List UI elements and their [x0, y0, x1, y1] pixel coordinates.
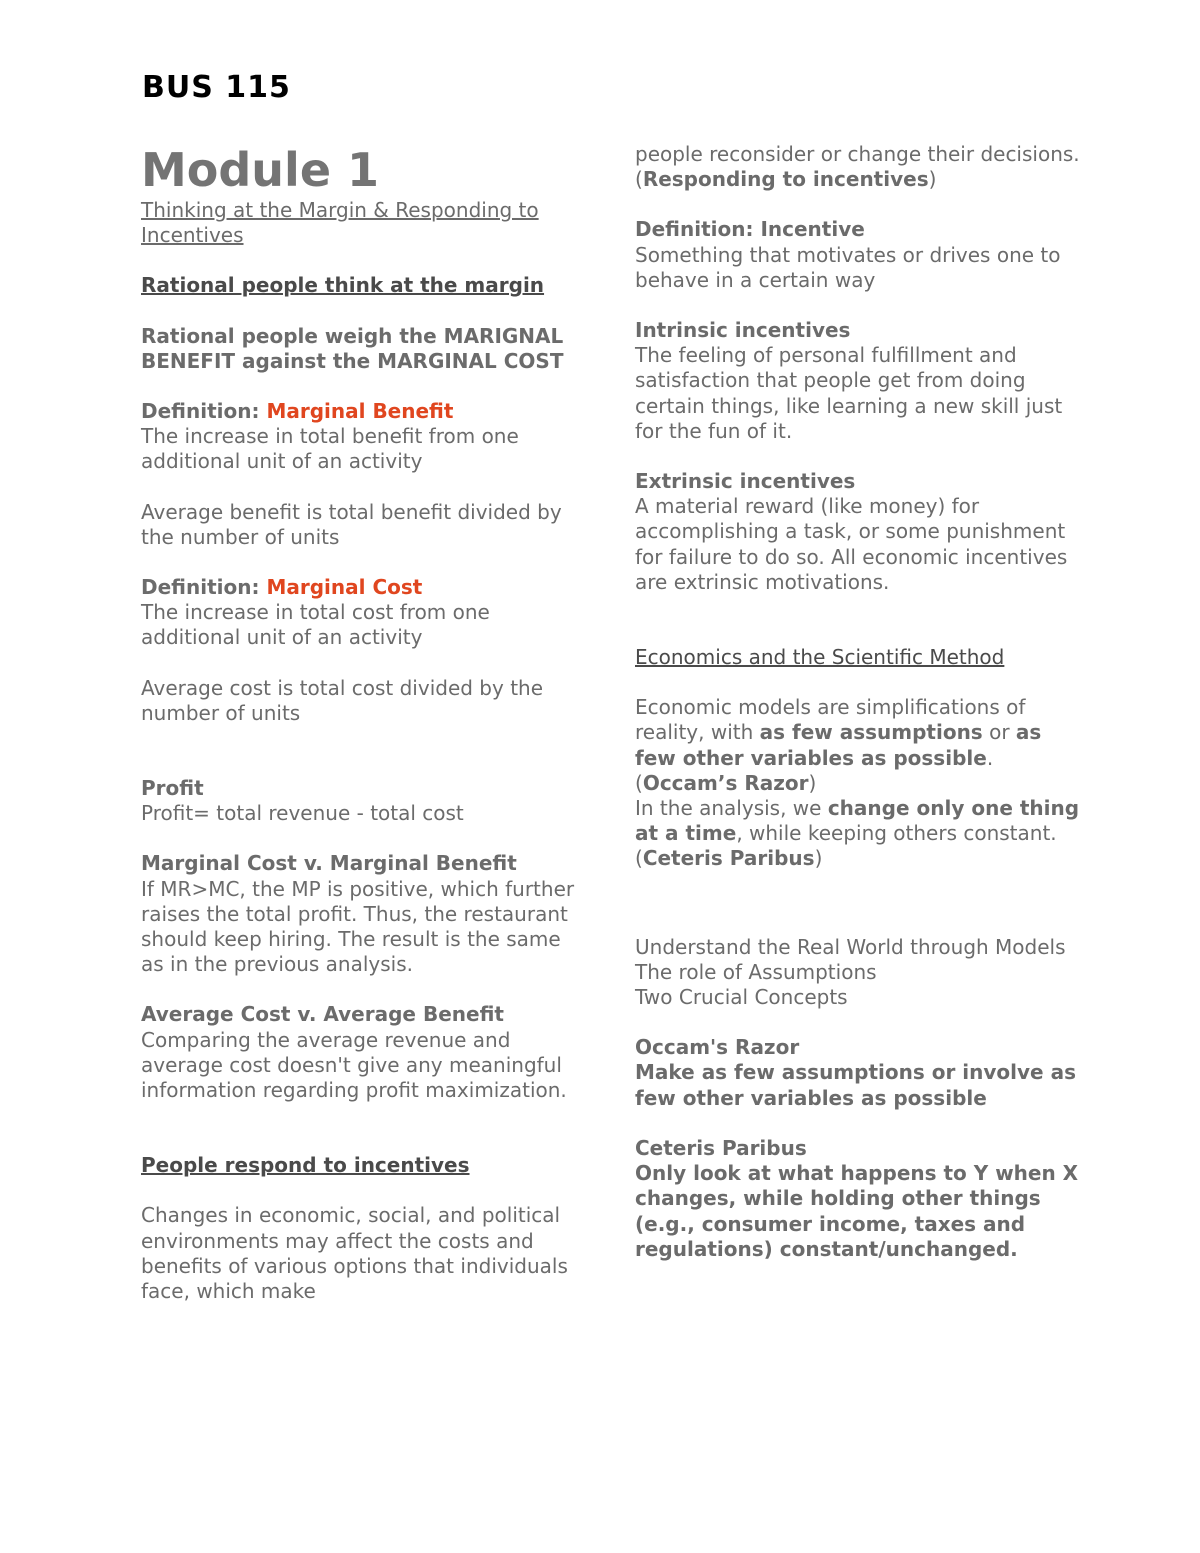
continued-bold: Responding to incentives [642, 167, 929, 192]
definition-label: Definition: [141, 575, 267, 600]
ceteris-heading: Ceteris Paribus [635, 1135, 807, 1160]
mc-definition-heading [141, 575, 581, 600]
section-heading-incentives: People respond to incentives [141, 1153, 470, 1178]
continued-close: ) [928, 167, 937, 192]
profit-heading: Profit [141, 776, 204, 801]
right-column [635, 142, 1080, 1262]
ac-vs-ab-heading: Average Cost v. Average Benefit [141, 1002, 504, 1027]
analysis-plain: , while keeping others constant. ( [635, 821, 1057, 871]
incentive-definition-text: Something that motivates or drives one to behave in a certain way [635, 242, 1061, 292]
continued-text [635, 142, 1080, 192]
section-heading-scientific-method: Economics and the Scientific Method [635, 645, 1005, 670]
models-plain: ) [808, 770, 817, 795]
changes-text: Changes in economic, social, and political environments may affect the costs and benefits of various options that individuals face, which make [141, 1203, 568, 1304]
ac-vs-ab-text: Comparing the average revenue and average cost doesn't give any meaningful information regarding profit maximization. [141, 1027, 567, 1103]
models-bold: as few assumptions [759, 720, 983, 745]
module-title: Module 1 [141, 143, 380, 197]
section-heading-rational: Rational people think at the margin [141, 273, 545, 298]
intrinsic-heading: Intrinsic incentives [635, 318, 851, 343]
models-plain: or [982, 720, 1016, 745]
list-item: The role of Assumptions [635, 959, 877, 984]
models-bold: Occam’s Razor [642, 770, 809, 795]
analysis-plain: In the analysis, we [635, 796, 828, 821]
mc-vs-mb-text: If MR>MC, the MP is positive, which further raises the total profit. Thus, the restaurant should keep hiring. The result is the same as in the previous analysis. [141, 876, 575, 977]
marginal-benefit-term: Marginal Benefit [266, 399, 454, 424]
occam-heading: Occam's Razor [635, 1035, 800, 1060]
average-cost-text: Average cost is total cost divided by the number of units [141, 675, 544, 725]
continued-plain: people reconsider or change their decisions. ( [635, 142, 1080, 192]
analysis-bold: change only one thing at a time [635, 796, 1080, 846]
marginal-cost-term: Marginal Cost [266, 575, 423, 600]
list-item: Understand the Real World through Models [635, 934, 1066, 959]
occam-text: Make as few assumptions or involve as few other variables as possible [635, 1060, 1076, 1110]
extrinsic-heading: Extrinsic incentives [635, 469, 856, 494]
course-title: BUS 115 [142, 70, 291, 105]
analysis-bold: Ceteris Paribus [642, 846, 815, 871]
ceteris-text: Only look at what happens to Y when X changes, while holding other things (e.g., consumer income, taxes and regulations) constant/unchanged. [635, 1161, 1079, 1261]
analysis-text [635, 796, 1080, 872]
mc-vs-mb-heading: Marginal Cost v. Marginal Benefit [141, 851, 517, 876]
module-subtitle: Thinking at the Margin & Responding to Incentives [141, 198, 539, 248]
average-benefit-text: Average benefit is total benefit divided by the number of units [141, 499, 562, 549]
definition-label: Definition: [141, 399, 267, 424]
models-plain: Economic models are simplifications of reality, with [635, 695, 1026, 745]
list-item: Two Crucial Concepts [635, 985, 848, 1010]
models-text [635, 695, 1080, 796]
mb-definition-heading [141, 399, 581, 424]
models-bold: as few other variables as possible [635, 720, 1042, 770]
intrinsic-text: The feeling of personal fulfillment and satisfaction that people get from doing certain things, like learning a new skill just for the fun of it. [635, 343, 1063, 443]
mc-definition-text: The increase in total cost from one additional unit of an activity [141, 600, 490, 650]
analysis-plain: ) [814, 846, 823, 871]
extrinsic-text: A material reward (like money) for accomplishing a task, or some punishment for failure to do so. All economic incentives are extrinsic motivations. [635, 494, 1068, 594]
profit-text: Profit= total revenue - total cost [141, 801, 464, 826]
incentive-definition-heading: Definition: Incentive [635, 217, 865, 242]
mb-definition-text: The increase in total benefit from one additional unit of an activity [141, 424, 519, 474]
rational-text: Rational people weigh the MARIGNAL BENEFIT against the MARGINAL COST [141, 323, 564, 373]
left-column [141, 142, 581, 1304]
models-plain: . ( [635, 745, 994, 795]
